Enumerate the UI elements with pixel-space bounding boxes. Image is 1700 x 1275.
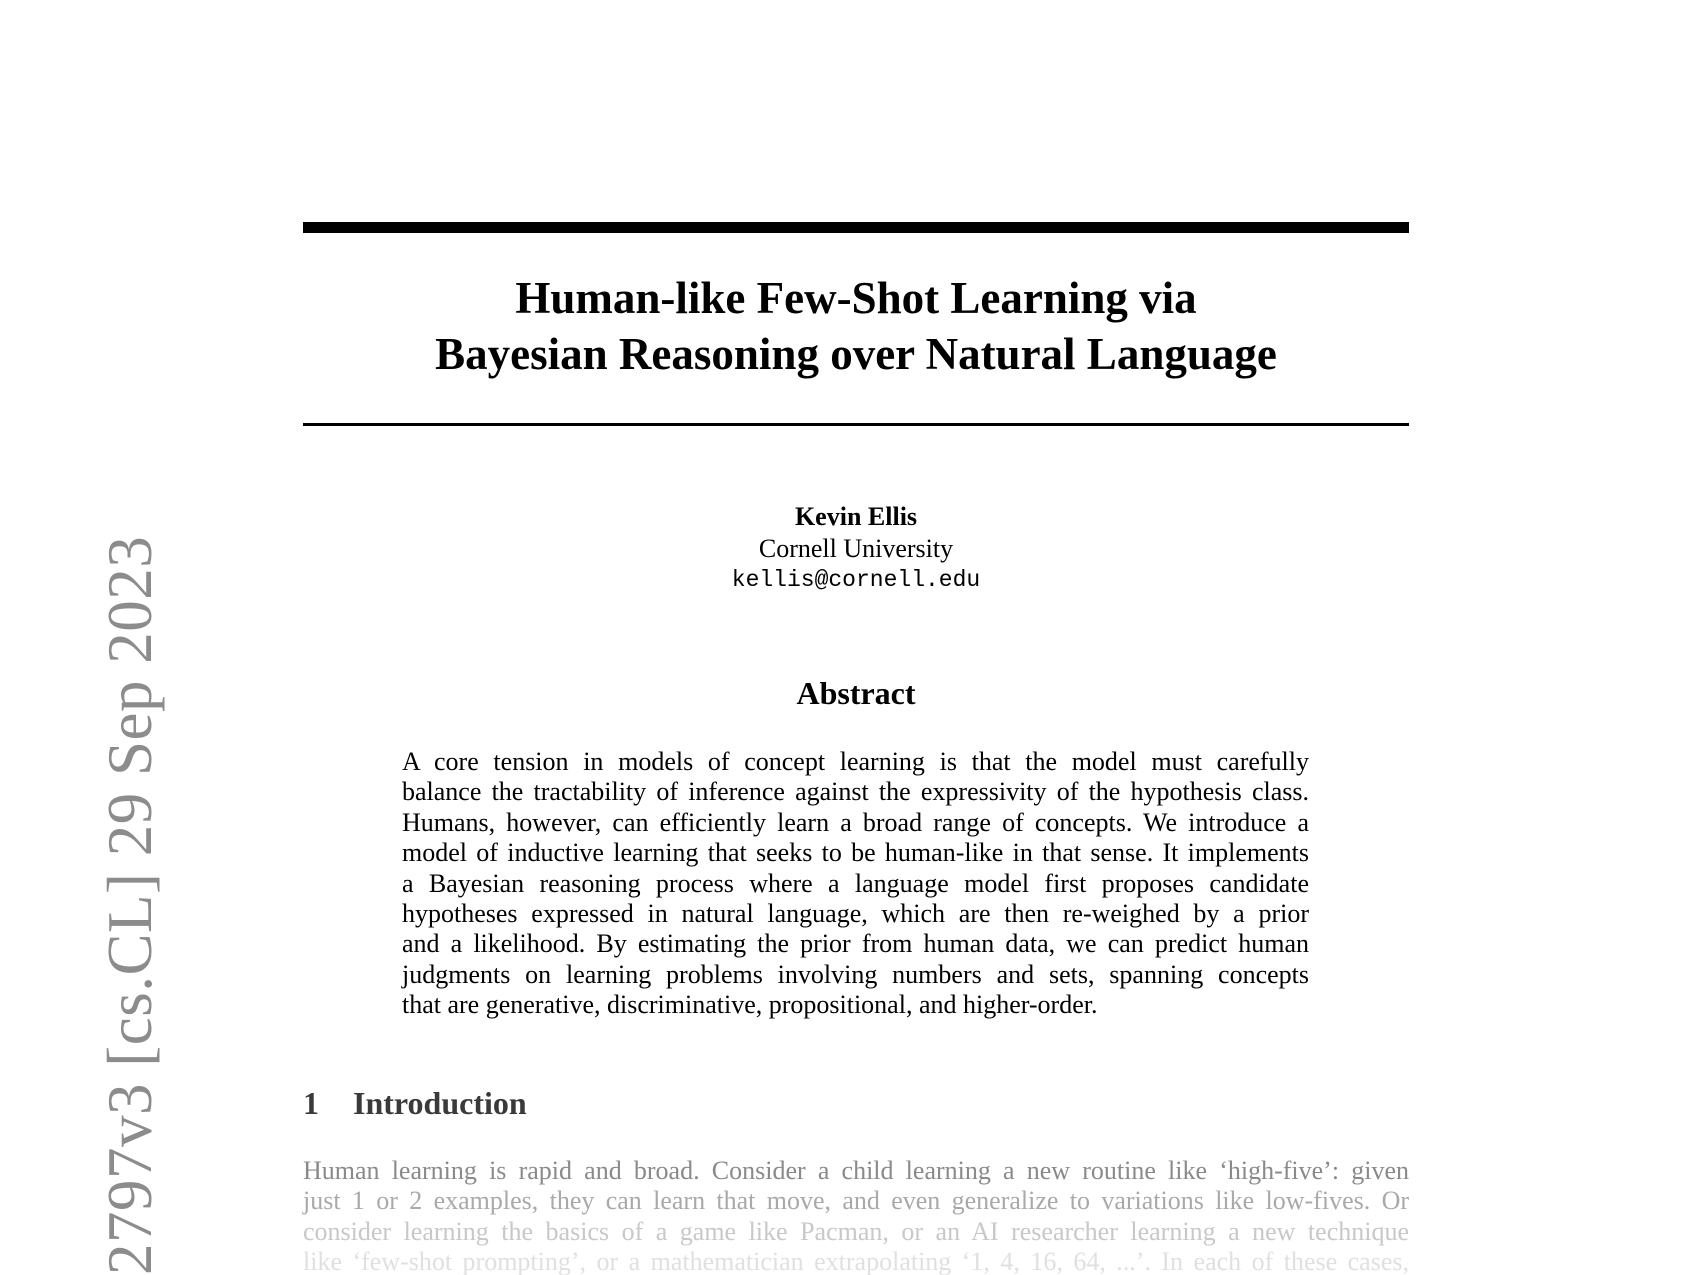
author-name: Kevin Ellis xyxy=(794,502,918,531)
abstract-line: Humans, however, can efficiently learn a broad range of concepts. We introduce a xyxy=(402,807,1309,837)
abstract-line: and a likelihood. By estimating the prior from human data, we can predict human xyxy=(402,929,1309,959)
title-line: Human-like Few-Shot Learning via xyxy=(515,273,1197,323)
author-block xyxy=(303,501,1409,595)
section-title: Introduction xyxy=(353,1085,527,1121)
abstract-line: model of inductive learning that seeks to be human-like in that sense. It implements xyxy=(402,838,1309,868)
abstract-line: A core tension in models of concept learning is that the model must carefully xyxy=(402,747,1309,776)
introduction-line: just 1 or 2 examples, they can learn that move, and even generalize to variations like low-fives. Or xyxy=(303,1186,1409,1216)
abstract-heading: Abstract xyxy=(796,675,916,711)
introduction-line: like ‘few-shot prompting’, or a mathematician extrapolating ‘1, 4, 16, 64, ...’. In each of these cases, xyxy=(303,1247,1409,1275)
paper-title xyxy=(303,270,1409,382)
section-number: 1 xyxy=(303,1085,319,1121)
abstract-line: that are generative, discriminative, propositional, and higher-order. xyxy=(402,990,1098,1020)
author-affiliation: Cornell University xyxy=(758,534,954,563)
title-bottom-rule xyxy=(303,423,1409,426)
introduction-line: Human learning is rapid and broad. Consider a child learning a new routine like ‘high-five’: given xyxy=(303,1156,1409,1185)
introduction-body xyxy=(303,1156,1409,1275)
introduction-line: consider learning the basics of a game like Pacman, or an AI researcher learning a new technique xyxy=(303,1216,1409,1246)
abstract-line: hypotheses expressed in natural language, which are then re-weighed by a prior xyxy=(402,899,1309,929)
section-heading-introduction xyxy=(303,1083,527,1123)
title-top-rule xyxy=(303,222,1409,233)
abstract-line: a Bayesian reasoning process where a language model first proposes candidate xyxy=(402,868,1309,898)
author-email: kellis@cornell.edu xyxy=(731,567,981,593)
arxiv-watermark: 2797v3 [cs.CL] 29 Sep 2023 xyxy=(95,535,165,1275)
abstract-line: judgments on learning problems involving numbers and sets, spanning concepts xyxy=(402,959,1309,989)
title-line: Bayesian Reasoning over Natural Language xyxy=(435,329,1277,379)
abstract-body xyxy=(402,747,1309,1021)
abstract-line: balance the tractability of inference against the expressivity of the hypothesis class. xyxy=(402,777,1309,807)
